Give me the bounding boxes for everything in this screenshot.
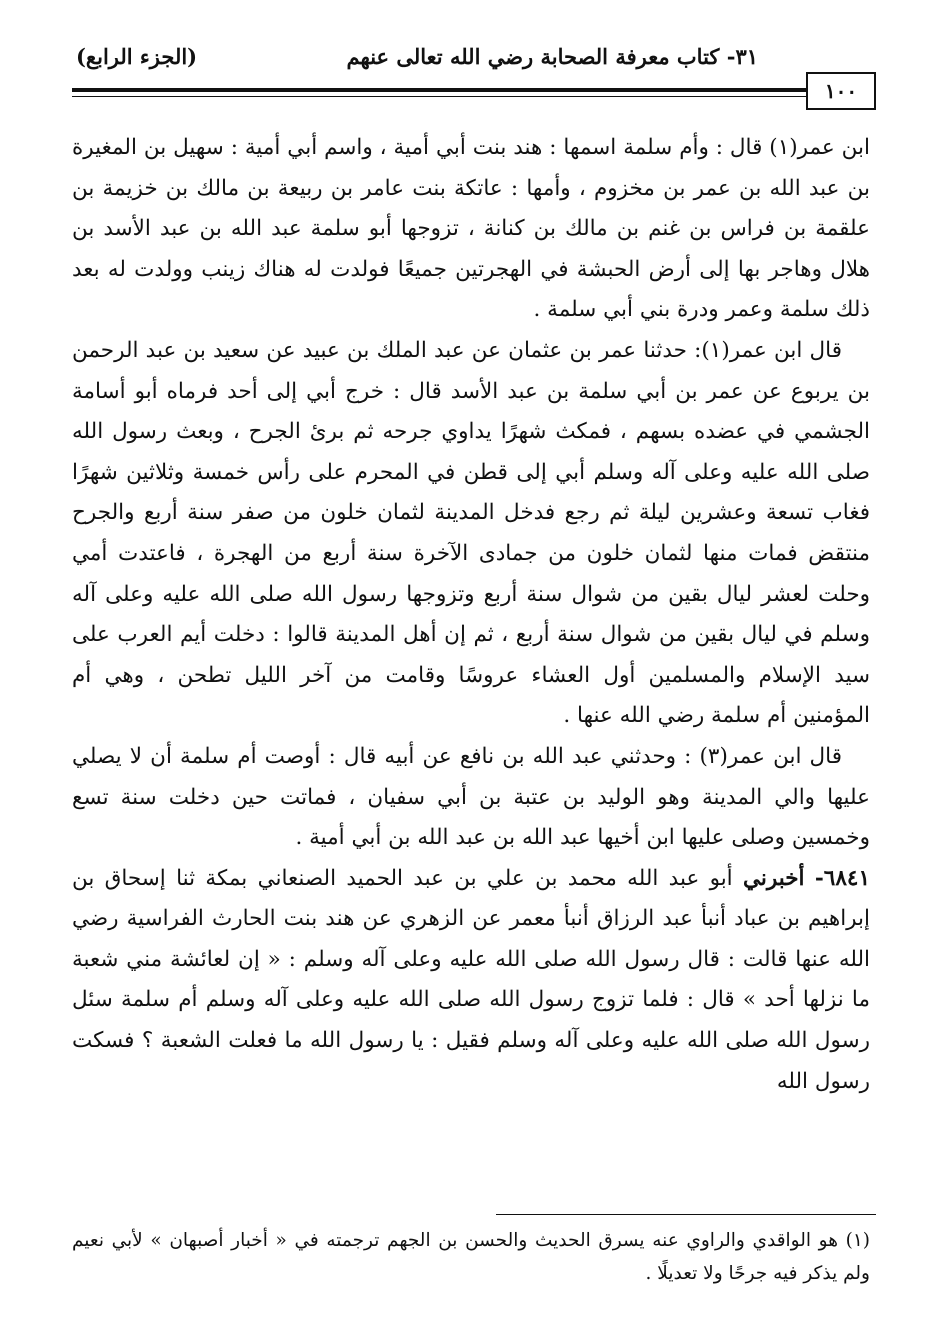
page-number-box [806,72,876,110]
hadith-paragraph [72,859,870,1103]
page-header [72,44,878,84]
hadith-keyword: أخبرني [743,865,805,891]
part-label: (الجزء الرابع) [76,44,198,69]
hadith-number: ٦٨٤١- [814,865,870,891]
main-text [72,128,870,1102]
page-number: ١٠٠ [824,79,858,103]
paragraph-2: قال ابن عمر(١): حدثنا عمر بن عثمان عن عبد الملك بن عبيد عن سعيد بن عبد الرحمن بن يربوع عن عمر بن أبي سلمة بن عبد الأسد قال : خرج أبي إلى أحد فرماه أبو أسامة الجشمي في عضده بسهم ، فمكث شهرًا يداوي جرحه ثم برئ الجرح ، وبعث رسول الله صلى الله عليه وعلى آله وسلم أبي إلى قطن في المحرم على رأس خمسة وثلاثين شهرًا فغاب تسعة وعشرين ليلة ثم رجع فدخل المدينة لثمان خلون من صفر سنة أربع والجرح منتقض فمات منها لثمان خلون من جمادى الآخرة سنة أربع من الهجرة ، فاعتدت أمي وحلت لعشر ليال بقين من شوال سنة أربع وتزوجها رسول الله صلى الله عليه وعلى آله وسلم في ليال بقين من شوال سنة أربع ، ثم إن أهل المدينة قالوا : دخلت أيم العرب على سيد الإسلام والمسلمين أول العشاء عروسًا وقامت من آخر الليل تطحن ، وهي أم المؤمنين أم سلمة رضي الله عنها . [72,337,870,729]
hadith-text: أبو عبد الله محمد بن علي بن عبد الحميد الصنعاني بمكة ثنا إسحاق بن إبراهيم بن عباد أنبأ عبد الرزاق أنبأ معمر عن الزهري عن هند بنت الحارث الفراسية رضي الله عنها قالت : قال رسول الله صلى الله عليه وعلى آله وسلم : « إن لعائشة مني شعبة ما نزلها أحد » قال : فلما تزوج رسول الله صلى الله عليه وعلى آله وسلم أم سلمة سئل رسول الله صلى الله عليه وعلى آله وسلم فقيل : يا رسول الله ما فعلت الشعبة ؟ فسكت رسول الله [72,865,870,1094]
footnote: (١) هو الواقدي والراوي عنه يسرق الحديث والحسن بن الجهم ترجمته في « أخبار أصبهان » لأبي نعيم ولم يذكر فيه جرحًا ولا تعديلًا . [72,1230,870,1284]
paragraph-1: ابن عمر(١) قال : وأم سلمة اسمها : هند بنت أبي أمية ، واسم أبي أمية : سهيل بن المغيرة بن عبد الله بن عمر بن مخزوم ، وأمها : عاتكة بنت عامر بن ربيعة بن مالك بن خزيمة بن علقمة بن فراس بن غنم بن مالك بن كنانة ، تزوجها أبو سلمة عبد الله بن عبد الأسد بن هلال وهاجر بها إلى أرض الحبشة في الهجرتين جميعًا فولدت له هناك زينب وولدت له بعد ذلك سلمة وعمر ودرة بني أبي سلمة . [72,135,870,323]
paragraph-3: قال ابن عمر(٣) : وحدثني عبد الله بن نافع عن أبيه قال : أوصت أم سلمة أن لا يصلي عليها والي المدينة وهو الوليد بن عتبة بن أبي سفيان ، فماتت حين دخلت سنة تسع وخمسين وصلى عليها ابن أخيها عبد الله بن عبد الله بن أبي أمية . [72,743,870,851]
footnote-rule [496,1214,876,1215]
header-rule-thin [72,96,876,97]
chapter-title: ٣١- كتاب معرفة الصحابة رضي الله تعالى عنهم [346,44,758,69]
header-rule-thick [72,88,876,92]
